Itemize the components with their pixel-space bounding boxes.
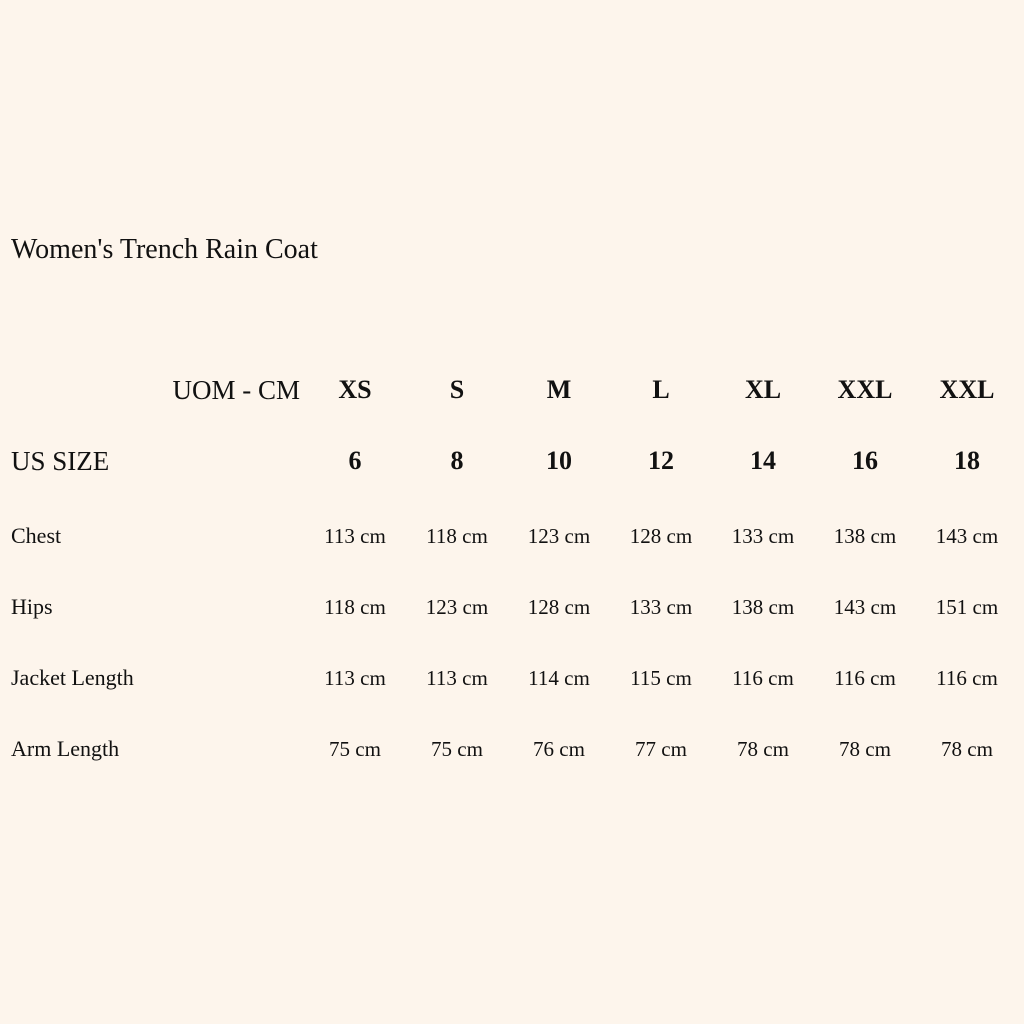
measurement-cell: 77 cm	[635, 737, 687, 761]
measurement-cell: 133 cm	[731, 524, 795, 548]
measurement-cell: 138 cm	[731, 595, 795, 619]
us-size-cell: 8	[450, 446, 464, 475]
measurement-row-hips	[0, 587, 1024, 627]
measurement-cell: 123 cm	[425, 595, 489, 619]
us-size-cell: 14	[750, 446, 776, 475]
us-size-cell: 12	[648, 446, 674, 475]
measurement-cell: 75 cm	[329, 737, 381, 761]
us-size-row	[0, 441, 1024, 481]
measurement-row-jacket-length	[0, 658, 1024, 698]
size-header-xxl: XXL	[837, 375, 893, 404]
size-header-l: L	[652, 375, 670, 404]
measurement-cell: 151 cm	[935, 595, 999, 619]
measurement-cell: 115 cm	[630, 666, 692, 690]
us-size-cell: 10	[546, 446, 572, 475]
size-header-xxl-2: XXL	[939, 375, 995, 404]
measurement-cell: 113 cm	[324, 524, 386, 548]
measurement-cell: 113 cm	[426, 666, 488, 690]
page-title: Women's Trench Rain Coat	[11, 234, 318, 265]
measurement-cell: 76 cm	[533, 737, 585, 761]
measurement-cell: 113 cm	[324, 666, 386, 690]
measurement-label: Hips	[11, 594, 53, 619]
size-header-row	[0, 370, 1024, 410]
measurement-label: Jacket Length	[11, 665, 134, 690]
measurement-cell: 75 cm	[431, 737, 483, 761]
measurement-cell: 116 cm	[936, 666, 998, 690]
us-size-label: US SIZE	[11, 446, 110, 476]
measurement-row-arm-length	[0, 729, 1024, 769]
measurement-cell: 133 cm	[629, 595, 693, 619]
measurement-cell: 78 cm	[941, 737, 993, 761]
measurement-cell: 143 cm	[833, 595, 897, 619]
us-size-cell: 6	[348, 446, 362, 475]
measurement-cell: 116 cm	[732, 666, 794, 690]
measurement-label: Chest	[11, 523, 62, 548]
size-header-s: S	[449, 375, 465, 404]
uom-label: UOM - CM	[172, 375, 300, 405]
measurement-row-chest	[0, 516, 1024, 556]
us-size-cell: 18	[954, 446, 980, 475]
measurement-cell: 138 cm	[833, 524, 897, 548]
measurement-label: Arm Length	[11, 736, 120, 761]
measurement-cell: 78 cm	[839, 737, 891, 761]
measurement-cell: 116 cm	[834, 666, 896, 690]
measurement-cell: 128 cm	[629, 524, 693, 548]
size-header-xs: XS	[338, 375, 372, 404]
measurement-cell: 78 cm	[737, 737, 789, 761]
size-header-xl: XL	[744, 375, 782, 404]
measurement-cell: 118 cm	[324, 595, 386, 619]
measurement-cell: 114 cm	[528, 666, 590, 690]
size-header-m: M	[546, 375, 572, 404]
measurement-cell: 128 cm	[527, 595, 591, 619]
us-size-cell: 16	[852, 446, 878, 475]
measurement-cell: 123 cm	[527, 524, 591, 548]
measurement-cell: 118 cm	[426, 524, 488, 548]
measurement-cell: 143 cm	[935, 524, 999, 548]
